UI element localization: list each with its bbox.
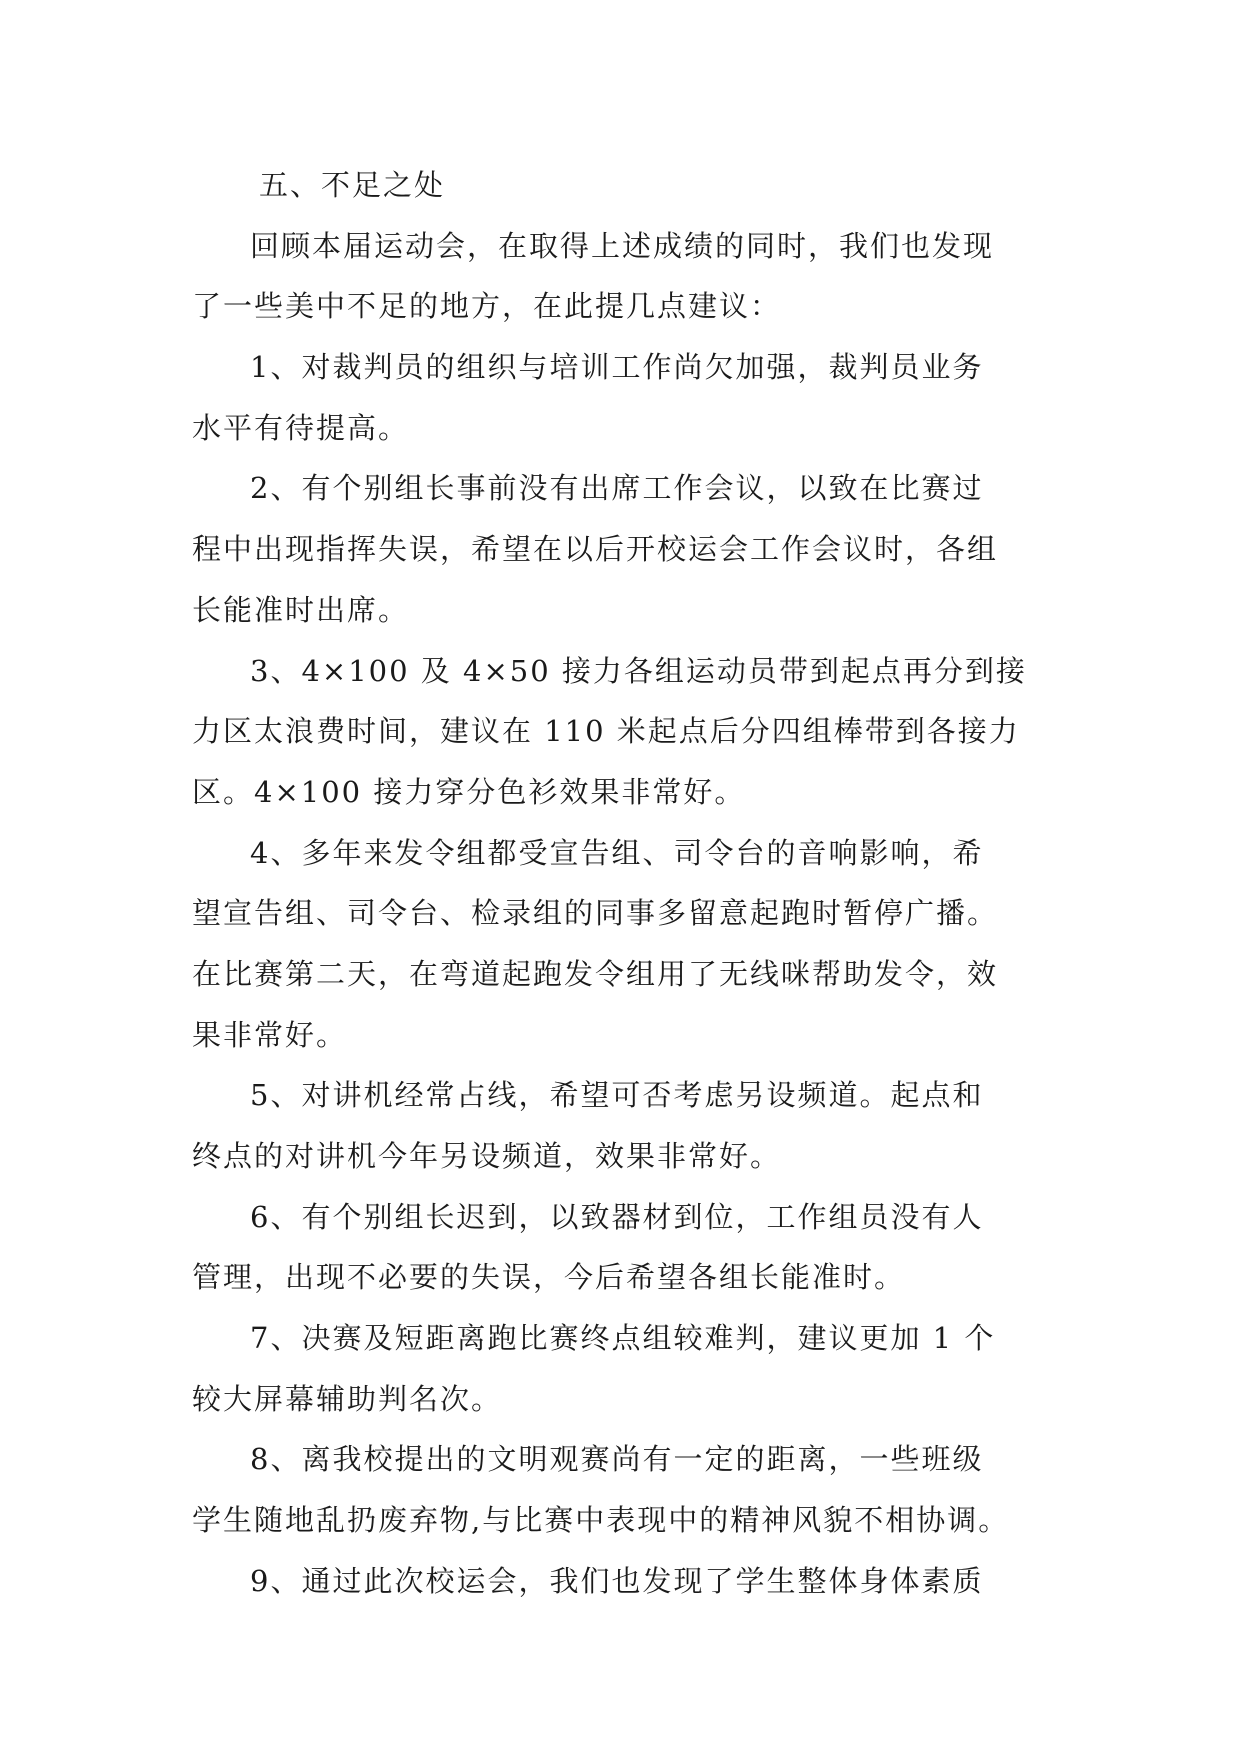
paragraph-line: 6、有个别组长迟到，以致器材到位，工作组员没有人 (250, 1199, 984, 1234)
document-body (192, 155, 1050, 1612)
paragraph-line: 程中出现指挥失误，希望在以后开校运会工作会议时，各组 (192, 532, 999, 567)
paragraph-line: 较大屏幕辅助判名次。 (192, 1381, 503, 1416)
paragraph-line: 5、对讲机经常占线，希望可否考虑另设频道。起点和 (250, 1078, 984, 1113)
section-heading: 五、不足之处 (259, 168, 446, 202)
paragraph-line: 终点的对讲机今年另设频道，效果非常好。 (192, 1139, 782, 1173)
paragraph-line: 3、4×100 及 4×50 接力各组运动员带到起点再分到接 (250, 653, 1027, 688)
paragraph-line: 果非常好。 (192, 1017, 348, 1052)
paragraph-line: 长能准时出席。 (192, 592, 410, 627)
paragraph-line: 学生随地乱扔废弃物,与比赛中表现中的精神风貌不相协调。 (192, 1503, 1010, 1538)
paragraph-line: 区。4×100 接力穿分色衫效果非常好。 (192, 774, 746, 809)
paragraph-line: 力区太浪费时间，建议在 110 米起点后分四组棒带到各接力 (192, 714, 1020, 749)
paragraph-line: 7、决赛及短距离跑比赛终点组较难判，建议更加 1 个 (250, 1321, 996, 1356)
paragraph-line: 9、通过此次校运会，我们也发现了学生整体身体素质 (250, 1563, 984, 1598)
paragraph-line: 2、有个别组长事前没有出席工作会议，以致在比赛过 (250, 471, 984, 506)
paragraph-line: 1、对裁判员的组织与培训工作尚欠加强，裁判员业务 (250, 350, 984, 385)
paragraph-line: 了一些美中不足的地方，在此提几点建议： (192, 289, 782, 324)
paragraph-line: 望宣告组、司令台、检录组的同事多留意起跑时暂停广播。 (192, 896, 999, 931)
paragraph-line: 回顾本届运动会，在取得上述成绩的同时，我们也发现 (250, 228, 995, 263)
paragraph-line: 在比赛第二天，在弯道起跑发令组用了无线咪帮助发令，效 (192, 956, 999, 991)
paragraph-line: 8、离我校提出的文明观赛尚有一定的距离，一些班级 (250, 1442, 984, 1477)
paragraph-line: 水平有待提高。 (192, 410, 410, 445)
paragraph-line: 4、多年来发令组都受宣告组、司令台的音响影响，希 (250, 835, 984, 870)
paragraph-line: 管理，出现不必要的失误，今后希望各组长能准时。 (192, 1260, 906, 1295)
